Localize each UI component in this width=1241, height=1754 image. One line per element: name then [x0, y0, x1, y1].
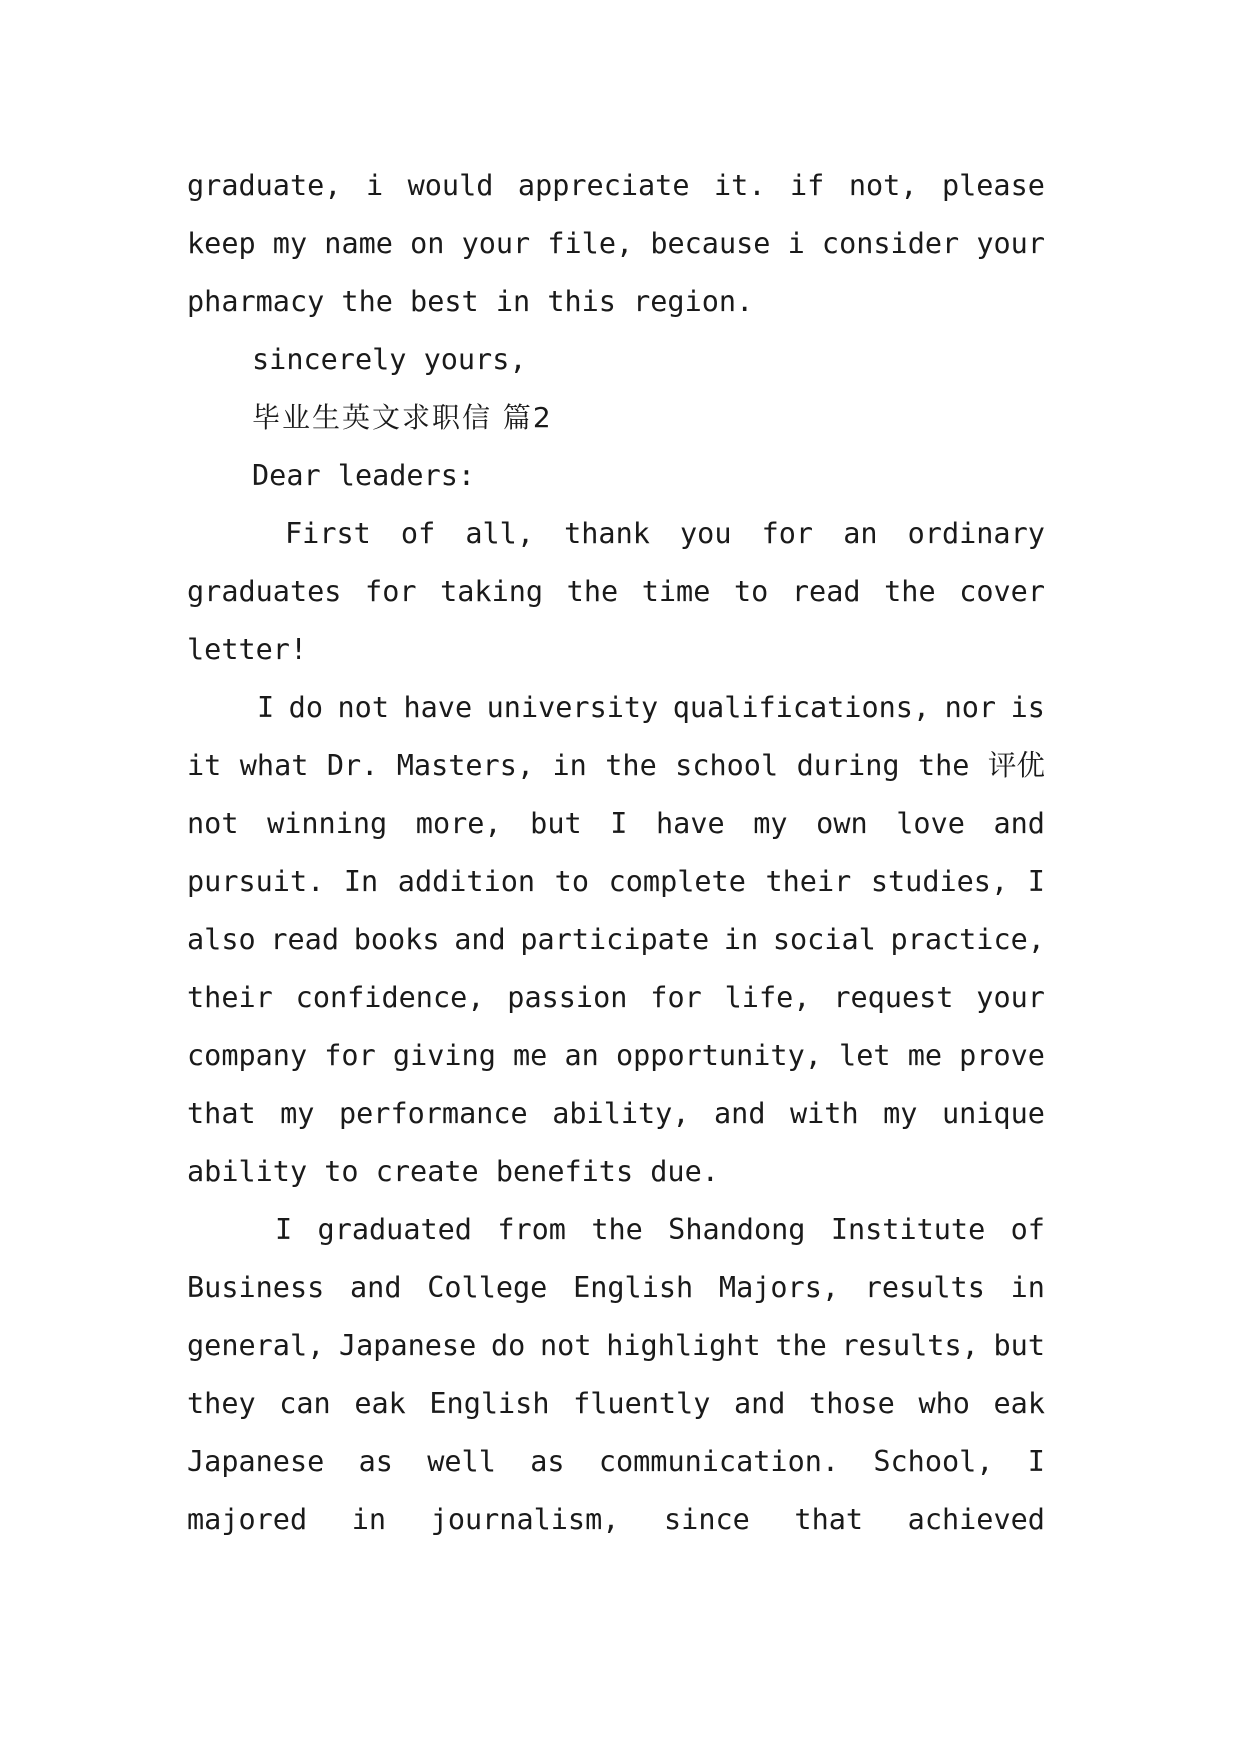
word: Japanese [338, 1329, 477, 1362]
paragraph-3-line-2 [187, 1268, 1045, 1308]
word: do [288, 691, 323, 724]
paragraph-3-line-3 [187, 1326, 1045, 1366]
word: an [564, 1039, 599, 1072]
word: an [843, 517, 878, 550]
paragraph-3-line-6 [187, 1500, 1045, 1540]
word: eak [354, 1387, 406, 1420]
word: my [272, 227, 308, 260]
word: Institute [830, 1213, 986, 1246]
word: fluently [573, 1387, 711, 1420]
word: what [239, 749, 309, 782]
word: file, [547, 227, 634, 260]
word: Majors, [718, 1271, 840, 1304]
word: results, [841, 1329, 979, 1362]
word: opportunity, [615, 1039, 822, 1072]
word: not [187, 807, 239, 840]
word: the [591, 1213, 643, 1246]
word: university [486, 691, 659, 724]
word: from [497, 1213, 566, 1246]
text-line-1 [187, 166, 1045, 206]
word: me [907, 1039, 943, 1072]
word: studies, [870, 865, 1009, 898]
word: let [839, 1039, 891, 1072]
word: of [1010, 1213, 1045, 1246]
word: their [187, 981, 273, 1014]
word: and [993, 807, 1045, 840]
closing-line: sincerely yours, [252, 343, 527, 376]
paragraph-1-line-3: letter! [187, 633, 308, 666]
word: if [789, 169, 825, 202]
word: on [410, 227, 445, 260]
word: that [187, 1097, 256, 1130]
word: practice, [890, 923, 1045, 956]
word: my [883, 1097, 918, 1130]
word: keep [187, 227, 256, 260]
word: eak [993, 1387, 1045, 1420]
word: books [353, 923, 440, 956]
text-line-3: pharmacy the best in this region. [187, 285, 754, 318]
word: in [723, 923, 759, 956]
word: social [772, 923, 876, 956]
word: school [675, 749, 779, 782]
word: performance [338, 1097, 528, 1130]
word: unique [941, 1097, 1045, 1130]
text-line-2 [187, 224, 1045, 264]
word: to [554, 865, 589, 898]
word: I [1027, 865, 1045, 898]
word: to [733, 575, 769, 608]
paragraph-3-line-1 [275, 1210, 1045, 1250]
word: giving [392, 1039, 496, 1072]
word: winning [267, 807, 388, 840]
word: for [324, 1039, 376, 1072]
word: not [540, 1329, 592, 1362]
word: English [429, 1387, 550, 1420]
word: because [650, 227, 771, 260]
word: they [187, 1387, 256, 1420]
word: College [427, 1271, 548, 1304]
word: highlight [606, 1329, 761, 1362]
word: for [365, 575, 417, 608]
paragraph-2-line-1 [257, 688, 1045, 728]
word: achieved [907, 1503, 1045, 1536]
word: nor [944, 691, 997, 724]
word: have [656, 807, 725, 840]
word: consider [821, 227, 960, 260]
paragraph-1-line-1 [285, 514, 1045, 554]
word: all, [465, 517, 534, 550]
word: 评优 [987, 749, 1045, 782]
word: but [530, 807, 582, 840]
word: and [714, 1097, 766, 1130]
paragraph-2-line-4 [187, 862, 1045, 902]
word: i [365, 169, 384, 202]
word: those [809, 1387, 895, 1420]
word: Dr. [326, 749, 379, 782]
paragraph-2-line-8 [187, 1094, 1045, 1134]
word: English [573, 1271, 694, 1304]
word: graduate, [187, 169, 342, 202]
word: School, [873, 1445, 994, 1478]
word: read [270, 923, 339, 956]
paragraph-1-line-2 [187, 572, 1045, 612]
word: prove [959, 1039, 1045, 1072]
word: as [530, 1445, 565, 1478]
word: but [993, 1329, 1045, 1362]
word: me [513, 1039, 548, 1072]
word: in [351, 1503, 387, 1536]
word: not [337, 691, 389, 724]
word: your [976, 227, 1045, 260]
word: that [794, 1503, 864, 1536]
word: the [884, 575, 936, 608]
word: your [976, 981, 1045, 1014]
word: name [324, 227, 393, 260]
word: taking [440, 575, 544, 608]
paragraph-3-line-5 [187, 1442, 1045, 1482]
word: do [490, 1329, 526, 1362]
word: time [641, 575, 711, 608]
word: First [285, 517, 371, 550]
word: i [787, 227, 805, 260]
word: confidence, [295, 981, 485, 1014]
word: their [765, 865, 852, 898]
word: please [941, 169, 1045, 202]
word: I [275, 1213, 293, 1246]
word: company [187, 1039, 308, 1072]
word: ability, [552, 1097, 690, 1130]
word: in [552, 749, 587, 782]
word: appreciate [517, 169, 690, 202]
word: it [187, 749, 222, 782]
word: participate [520, 923, 710, 956]
word: complete [608, 865, 746, 898]
word: my [753, 807, 788, 840]
word: in [1010, 1271, 1045, 1304]
word: the [775, 1329, 827, 1362]
word: for [650, 981, 702, 1014]
word: more, [415, 807, 502, 840]
paragraph-3-line-4 [187, 1384, 1045, 1424]
word: pursuit. [187, 865, 325, 898]
word: during [796, 749, 900, 782]
word: I [1027, 1445, 1045, 1478]
word: own [816, 807, 868, 840]
word: passion [507, 981, 628, 1014]
paragraph-2-line-7 [187, 1036, 1045, 1076]
word: thank [564, 517, 650, 550]
word: with [789, 1097, 859, 1130]
word: general, [187, 1329, 325, 1362]
word: Shandong [668, 1213, 806, 1246]
word: request [833, 981, 954, 1014]
word: it. [714, 169, 766, 202]
word: qualifications, [672, 691, 931, 724]
word: not, [848, 169, 918, 202]
word: as [358, 1445, 393, 1478]
word: communication. [598, 1445, 840, 1478]
word: of [400, 517, 436, 550]
word: also [187, 923, 256, 956]
word: majored [187, 1503, 308, 1536]
word: graduated [317, 1213, 472, 1246]
paragraph-2-line-9: ability to create benefits due. [187, 1155, 719, 1188]
word: I [610, 807, 628, 840]
word: Masters, [396, 749, 535, 782]
paragraph-2-line-5 [187, 920, 1045, 960]
word: have [403, 691, 473, 724]
word: I [257, 691, 275, 724]
word: you [680, 517, 732, 550]
word: life, [724, 981, 811, 1014]
word: results [864, 1271, 985, 1304]
word: and [454, 923, 506, 956]
word: your [461, 227, 531, 260]
word: would [407, 169, 494, 202]
word: ordinary [907, 517, 1045, 550]
word: and [350, 1271, 402, 1304]
word: the [605, 749, 657, 782]
word: since [664, 1503, 750, 1536]
word: who [918, 1387, 970, 1420]
paragraph-2-line-6 [187, 978, 1045, 1018]
word: In [343, 865, 379, 898]
word: love [896, 807, 965, 840]
paragraph-2-line-2 [187, 746, 1045, 786]
word: Japanese [187, 1445, 325, 1478]
word: the [566, 575, 619, 608]
word: well [427, 1445, 496, 1478]
word: the [917, 749, 970, 782]
paragraph-2-line-3 [187, 804, 1045, 844]
word: Business [187, 1271, 325, 1304]
word: addition [397, 865, 536, 898]
word: my [280, 1097, 315, 1130]
word: read [791, 575, 861, 608]
word: graduates [187, 575, 342, 608]
section-heading: 毕业生英文求职信 篇2 [252, 401, 553, 434]
word: is [1010, 691, 1045, 724]
word: and [733, 1387, 786, 1420]
word: for [761, 517, 814, 550]
word: cover [959, 575, 1045, 608]
word: can [279, 1387, 331, 1420]
salutation: Dear leaders: [252, 459, 476, 492]
word: journalism, [430, 1503, 620, 1536]
